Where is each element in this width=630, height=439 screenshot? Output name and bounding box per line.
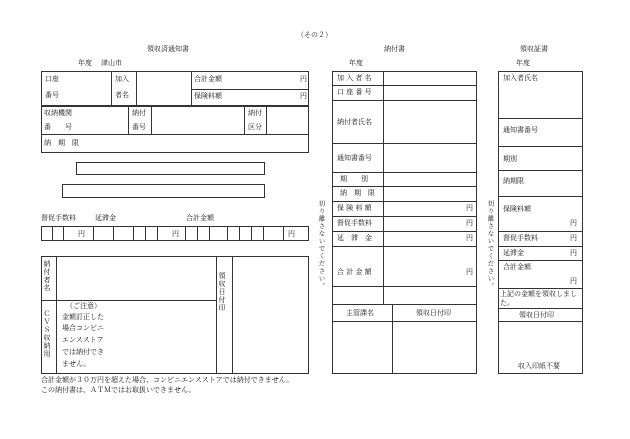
subscriber-label: 加入者氏名: [503, 74, 538, 82]
section-title: 領収証書: [520, 45, 548, 53]
payment-no-label: 納付: [132, 109, 146, 117]
notice-line: 場合コンビニ: [62, 324, 104, 332]
receipt-stamp-label: 領収日付印: [218, 272, 226, 312]
period-label: 期別: [503, 155, 517, 163]
section-title: 領収済通知書: [147, 45, 189, 53]
payer-name-label: 納付者氏名: [337, 118, 372, 126]
blank-field-2: [62, 184, 265, 198]
subscriber-label: 加 入 者 名: [337, 74, 372, 82]
notice-line: ません。: [62, 360, 91, 368]
fee-label: 督促手数料: [503, 234, 538, 242]
insurance-amount-label: 保険料額: [194, 92, 222, 100]
blank-field-1: [76, 162, 265, 175]
payer-name-label: 納付者名: [43, 260, 51, 292]
fee-label: 督促手数料: [337, 219, 372, 227]
period-label: 期 別: [340, 175, 368, 183]
late-label: 延 滞 金: [337, 234, 372, 242]
cvs-label: ＣＶＳ収納用: [43, 310, 51, 358]
receipt-stamp-label: 領収日付印: [519, 311, 554, 319]
notice-title: （ご注意）: [66, 302, 101, 310]
late-label: 延滞金: [95, 214, 116, 222]
footer-note: この納付書は、ＡＴＭではお取扱いできません。: [41, 386, 196, 394]
insurance-label: 保 険 料 額: [337, 204, 372, 212]
footer-note: 合計金額が３０万円を超えた場合、コンビニエンスストアでは納付できません。: [41, 376, 294, 384]
cut-notice-1: 切り離さないでください。: [317, 200, 326, 290]
payment-category-label: 納付: [248, 109, 262, 117]
institution-no-label: 収納機関: [44, 109, 72, 117]
fee-label: 督促手数料: [41, 214, 76, 222]
city-name: 津山市: [101, 59, 122, 67]
due-date-label: 納 期 限: [44, 139, 79, 147]
total-label: 合 計 金 額: [337, 268, 372, 276]
notice-line: エンスストア: [62, 336, 104, 344]
account-no-label: 口座: [45, 75, 59, 83]
receipt-stamp-label: 領収日付印: [416, 309, 451, 317]
notice-no-label: 通知書番号: [503, 126, 538, 134]
section-title: 納付書: [384, 45, 405, 53]
year-label: 年度: [516, 59, 530, 67]
late-label: 延滞金: [503, 249, 524, 257]
institution-block: [41, 106, 309, 153]
notice-line: 金額訂正した: [62, 313, 104, 321]
cut-notice-2: 切り離さないでください。: [486, 200, 495, 290]
total2-label: 合計金額: [186, 214, 214, 222]
page-label: （その２）: [297, 31, 332, 39]
account-no-label: 口 座 番 号: [337, 88, 372, 96]
notice-no-label: 通知書番号: [337, 154, 372, 162]
subscriber-label: 加入: [115, 75, 129, 83]
notice-line: では納付でき: [62, 348, 104, 356]
stamp-duty-label: 収入印紙不要: [518, 362, 560, 370]
year-label: 年度: [78, 59, 92, 67]
total-label: 合計金額: [503, 263, 531, 271]
due-date-label: 納 期 限: [340, 189, 375, 197]
section-name-label: 主管課名: [346, 309, 374, 317]
received-text: 上記の金額を領収しました。: [500, 290, 577, 307]
total-amount-label: 合計金額: [194, 75, 222, 83]
year-label: 年度: [349, 59, 363, 67]
due-date-label: 納期限: [503, 177, 524, 185]
insurance-label: 保険料額: [503, 205, 531, 213]
